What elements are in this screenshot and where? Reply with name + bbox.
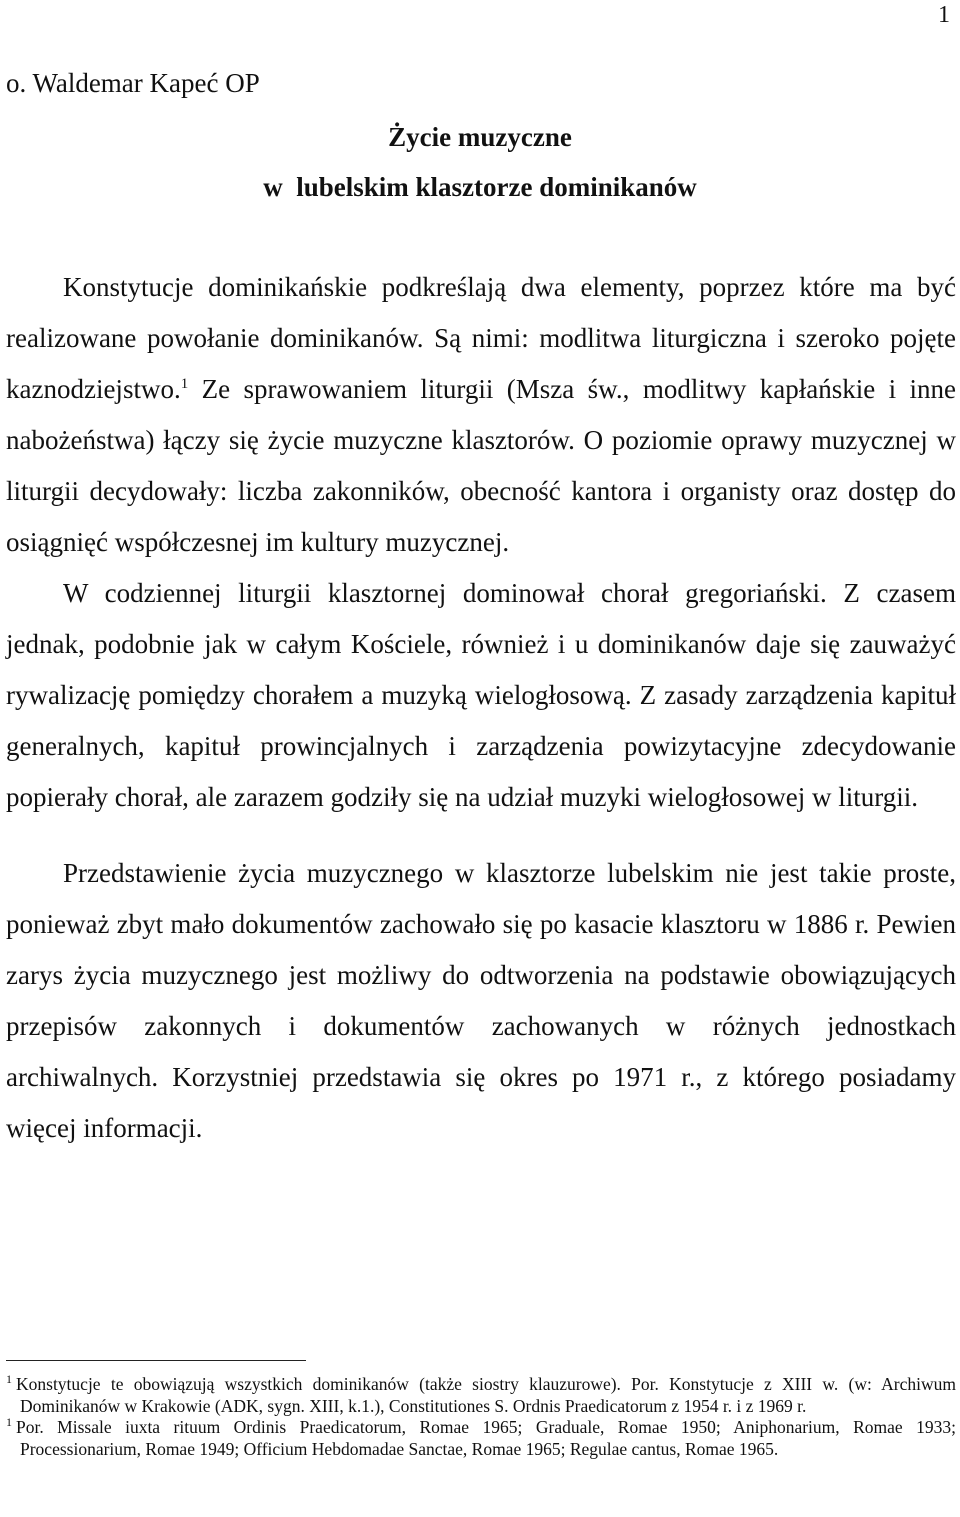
paragraph-2: W codziennej liturgii klasztornej dominował chorał gregoriański. Z czasem jednak, podobnie jak w całym Kościele, również i u dominikanów daje się zauważyć rywalizację pomiędzy chorałem a muzyką wielogłosową. Z zasady zarządzenia kapituł generalnych, kapituł prowincjalnych i zarządzenia powizytacyjne zdecydowanie popierały chorał, ale zarazem godziły się na udział muzyki wielogłosowej w liturgii. (6, 578, 956, 812)
footnote (6, 1417, 956, 1460)
footnote (6, 1374, 956, 1417)
paragraph-1-text-a: Konstytucje dominikańskie podkreślają dwa elementy, poprzez które ma być realizowane powołanie dominikanów. Są nimi: modlitwa liturgiczna i szeroko pojęte kaznodziejstwo. (6, 272, 956, 404)
footnote-text: Konstytucje te obowiązują wszystkich dominikanów (także siostry klauzurowe). Por. Konstytucje z XIII w. (w: Archiwum Dominikanów w Krakowie (ADK, sygn. XIII, k.1.), Constitutiones S. Ordnis Praedicatorum z 1954 r. i z 1969 r. (16, 1374, 956, 1416)
footnote-reference: 1 (180, 376, 189, 392)
document-title: Życie muzyczne (388, 122, 572, 152)
paragraph-1-text-b: Ze sprawowaniem liturgii (Msza św., modlitwy kapłańskie i inne nabożeństwa) łączy się życie muzyczne klasztorów. O poziomie oprawy muzycznej w liturgii decydowały: liczba zakonników, obecność kantora i organisty oraz dostęp do osiągnięć współczesnej im kultury muzycznej. (6, 374, 956, 557)
author-line: o. Waldemar Kapeć OP (6, 68, 260, 98)
paragraph-1 (6, 262, 956, 568)
footnote-mark: 1 (6, 1415, 12, 1430)
footnote-mark: 1 (6, 1372, 12, 1387)
paragraph-3: Przedstawienie życia muzycznego w klasztorze lubelskim nie jest takie proste, ponieważ zbyt mało dokumentów zachowało się po kasacie klasztoru w 1886 r. Pewien zarys życia muzycznego jest możliwy do odtworzenia na podstawie obowiązujących przepisów zakonnych i dokumentów zachowanych w różnych jednostkach archiwalnych. Korzystniej przedstawia się okres po 1971 r., z którego posiadamy więcej informacji. (6, 858, 956, 1143)
page-number: 1 (938, 2, 950, 28)
main-text (6, 262, 956, 1154)
footnotes (6, 1374, 956, 1460)
footnote-text: Por. Missale iuxta rituum Ordinis Praedicatorum, Romae 1965; Graduale, Romae 1950; Aniphonarium, Romae 1933; Processionarium, Romae 1949; Officium Hebdomadae Sanctae, Romae 1965; Regulae cantus, Romae 1965. (16, 1417, 956, 1459)
footnote-separator (6, 1360, 306, 1361)
document-subtitle: w lubelskim klasztorze dominikanów (263, 172, 697, 202)
